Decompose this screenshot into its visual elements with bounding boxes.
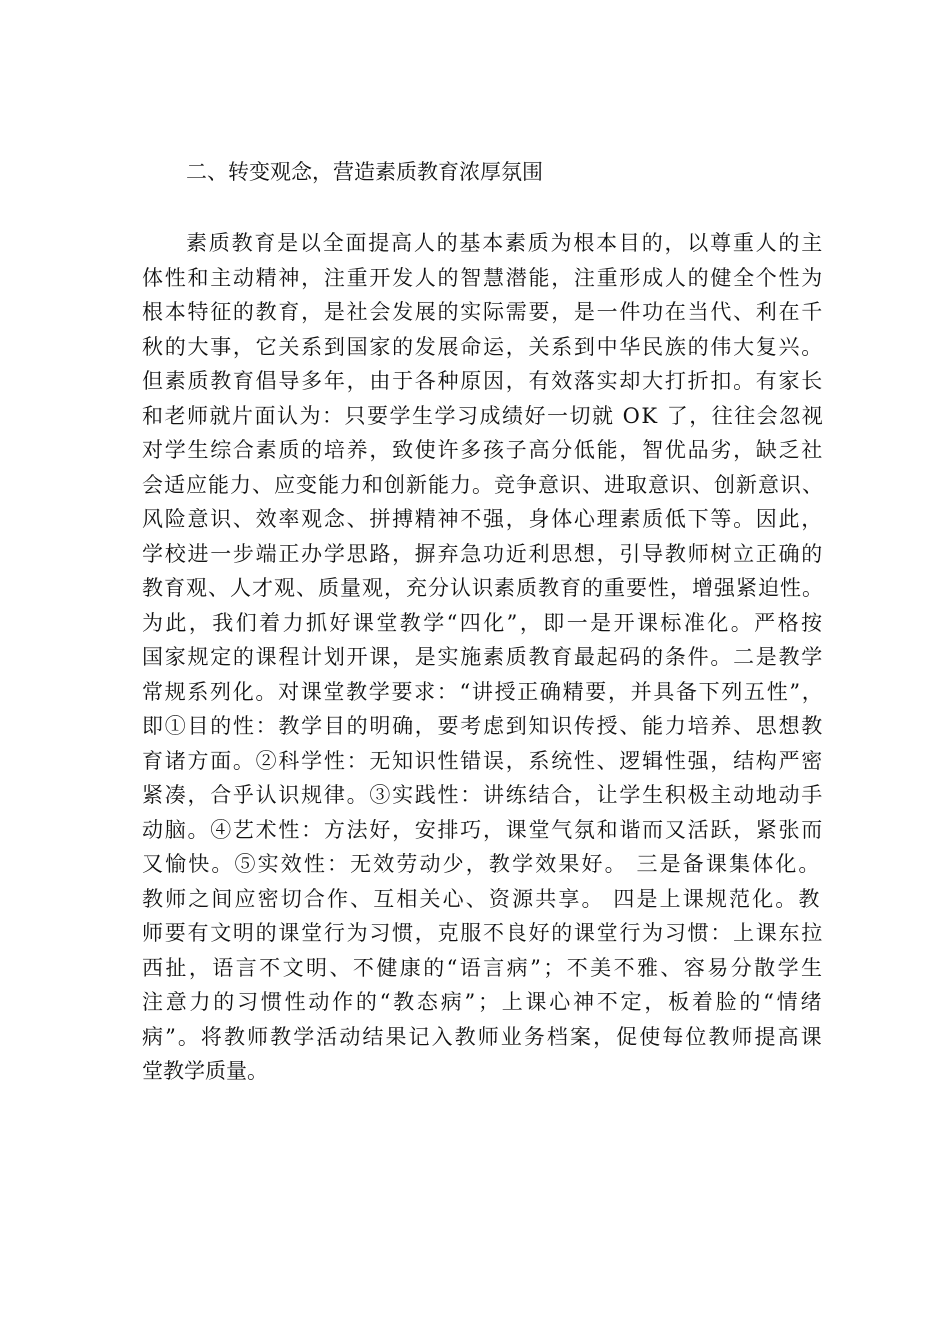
paragraph-line: 学校进一步端正办学思路，摒弃急功近利思想，引导教师树立正确的 — [142, 541, 824, 566]
paragraph-line: 教师之间应密切合作、互相关心、资源共享。 四是上课规范化。教 — [142, 886, 822, 911]
paragraph-line: 体性和主动精神，注重开发人的智慧潜能，注重形成人的健全个性为 — [142, 265, 824, 290]
paragraph-line: 紧凑，合乎认识规律。③实践性：讲练结合，让学生积极主动地动手 — [142, 783, 824, 807]
paragraph-line: 但素质教育倡导多年，由于各种原因，有效落实却大打折扣。有家长 — [142, 369, 824, 393]
paragraph-line: 和老师就片面认为：只要学生学习成绩好一切就 OK 了，往往会忽视 — [142, 403, 825, 428]
paragraph-line: 又愉快。⑤实效性：无效劳动少，教学效果好。 三是备课集体化。 — [142, 852, 822, 876]
paragraph-line: 病”。将教师教学活动结果记入教师业务档案，促使每位教师提高课 — [142, 1024, 824, 1049]
paragraph-line: 风险意识、效率观念、拼搏精神不强，身体心理素质低下等。因此， — [142, 507, 824, 531]
section-heading: 二、转变观念，营造素质教育浓厚氛围 — [186, 160, 543, 184]
paragraph-line: 会适应能力、应变能力和创新能力。竞争意识、进取意识、创新意识、 — [142, 472, 824, 497]
paragraph-line: 师要有文明的课堂行为习惯，克服不良好的课堂行为习惯：上课东拉 — [142, 921, 824, 945]
paragraph-line: 常规系列化。对课堂教学要求：“讲授正确精要，并具备下列五性”， — [142, 679, 825, 704]
paragraph-line: 动脑。④艺术性：方法好，安排巧，课堂气氛和谐而又活跃，紧张而 — [142, 817, 824, 842]
body-paragraph — [142, 226, 824, 1089]
paragraph-line: 即①目的性：教学目的明确，要考虑到知识传授、能力培养、思想教 — [142, 714, 824, 738]
paragraph-line: 对学生综合素质的培养，致使许多孩子高分低能，智优品劣，缺乏社 — [142, 438, 824, 462]
paragraph-line: 国家规定的课程计划开课，是实施素质教育最起码的条件。二是教学 — [142, 645, 824, 669]
paragraph-line: 西扯，语言不文明、不健康的“语言病”；不美不雅、容易分散学生 — [142, 955, 825, 980]
paragraph-line: 堂教学质量。 — [142, 1059, 268, 1083]
paragraph-line: 根本特征的教育，是社会发展的实际需要，是一件功在当代、利在千 — [142, 300, 824, 324]
paragraph-line: 教育观、人才观、质量观，充分认识素质教育的重要性，增强紧迫性。 — [142, 576, 824, 600]
paragraph-line: 素质教育是以全面提高人的基本素质为根本目的，以尊重人的主 — [186, 231, 824, 255]
paragraph-line: 注意力的习惯性动作的“教态病”；上课心神不定，板着脸的“情绪 — [142, 990, 825, 1014]
paragraph-line: 育诸方面。②科学性：无知识性错误，系统性、逻辑性强，结构严密 — [142, 748, 824, 773]
paragraph-line: 为此，我们着力抓好课堂教学“四化”，即一是开课标准化。严格按 — [142, 610, 825, 635]
paragraph-line: 秋的大事，它关系到国家的发展命运，关系到中华民族的伟大复兴。 — [142, 334, 824, 359]
